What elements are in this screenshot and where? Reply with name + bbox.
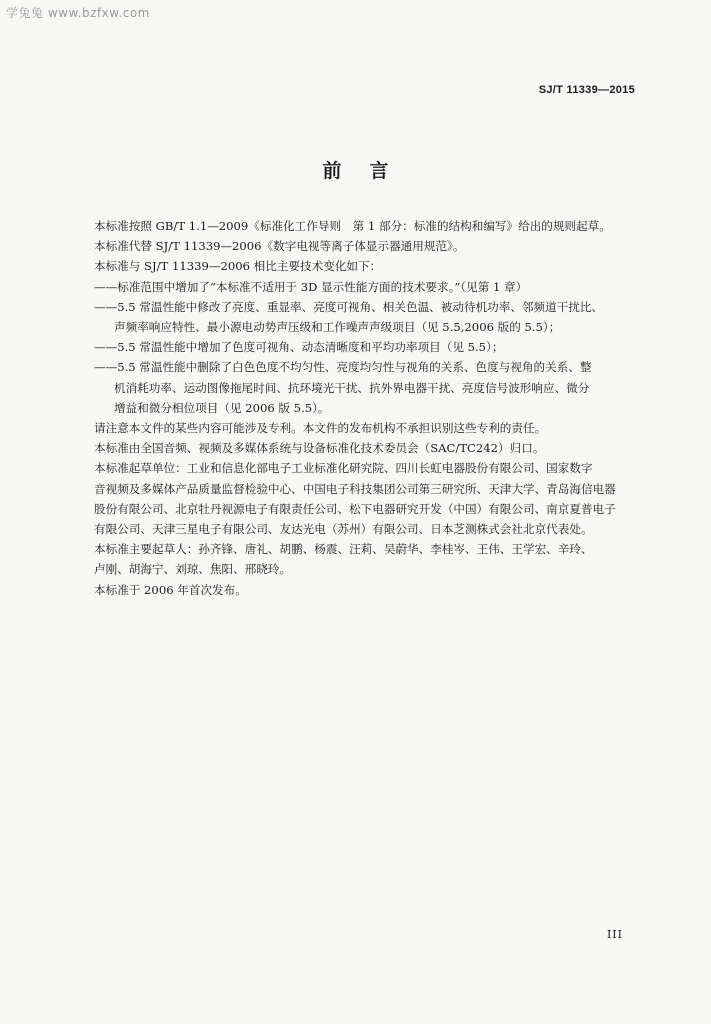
change-item-line: 增益和微分相位项目（见 2006 版 5.5）。 <box>114 400 330 415</box>
page-number: III <box>606 928 623 941</box>
paragraph-line: 本标准按照 GB/T 1.1—2009《标准化工作导则 第 1 部分：标准的结构和编写》给出的规则起草。 <box>94 219 611 233</box>
change-item-line: 机消耗功率、运动图像拖尾时间、抗环境光干扰、抗外界电器干扰、亮度信号波形响应、微分 <box>114 380 590 395</box>
change-item-line: ——5.5 常温性能中增加了色度可视角、动态清晰度和平均功率项目（见 5.5）； <box>94 340 504 355</box>
paragraph-line: 本标准起草单位：工业和信息化部电子工业标准化研究院、四川长虹电器股份有限公司、国家数字 <box>94 461 593 476</box>
paragraph-line: 有限公司、天津三星电子有限公司、友达光电（苏州）有限公司、日本芝测株式会社北京代表处。 <box>94 522 593 537</box>
change-item-line: ——5.5 常温性能中修改了亮度、重显率、亮度可视角、相关色温、被动待机功率、邻频道干扰比、 <box>94 299 604 314</box>
paragraph-line: 请注意本文件的某些内容可能涉及专利。本文件的发布机构不承担识别这些专利的责任。 <box>94 421 547 436</box>
paragraph-line: 卢刚、胡海宁、刘琼、焦阳、邢晓玲。 <box>94 562 292 577</box>
change-item-line: 声频率响应特性、最小源电动势声压级和工作噪声声级项目（见 5.5,2006 版的 5.5）； <box>114 320 561 335</box>
paragraph-line: 本标准于 2006 年首次发布。 <box>94 582 247 597</box>
standard-code: SJ/T 11339—2015 <box>538 84 635 96</box>
paragraph-line: 本标准代替 SJ/T 11339—2006《数字电视等离子体显示器通用规范》。 <box>94 239 465 254</box>
paragraph-line: 本标准主要起草人：孙齐锋、唐礼、胡鹏、杨震、汪莉、吴蔚华、李桂岑、王伟、王学宏、辛玲、 <box>94 542 593 557</box>
document-body <box>94 216 640 600</box>
paragraph-line: 股份有限公司、北京牡丹视源电子有限责任公司、松下电器研究开发（中国）有限公司、南京夏普电子 <box>94 501 616 516</box>
change-item-line: ——5.5 常温性能中删除了白色色度不均匀性、亮度均匀性与视角的关系、色度与视角的关系、整 <box>94 360 592 375</box>
paragraph-line: 本标准与 SJ/T 11339—2006 相比主要技术变化如下： <box>94 259 382 274</box>
paragraph-line: 本标准由全国音频、视频及多媒体系统与设备标准化技术委员会（SAC/TC242）归口。 <box>94 441 545 456</box>
paragraph-line: 音视频及多媒体产品质量监督检验中心、中国电子科技集团公司第三研究所、天津大学、青岛海信电器 <box>94 481 616 496</box>
watermark: 学兔兔 www.bzfxw.com <box>6 6 150 20</box>
change-item-line: ——标准范围中增加了“本标准不适用于 3D 显示性能方面的技术要求。”（见第 1 章） <box>94 279 528 294</box>
page-title: 前言 <box>322 160 417 182</box>
